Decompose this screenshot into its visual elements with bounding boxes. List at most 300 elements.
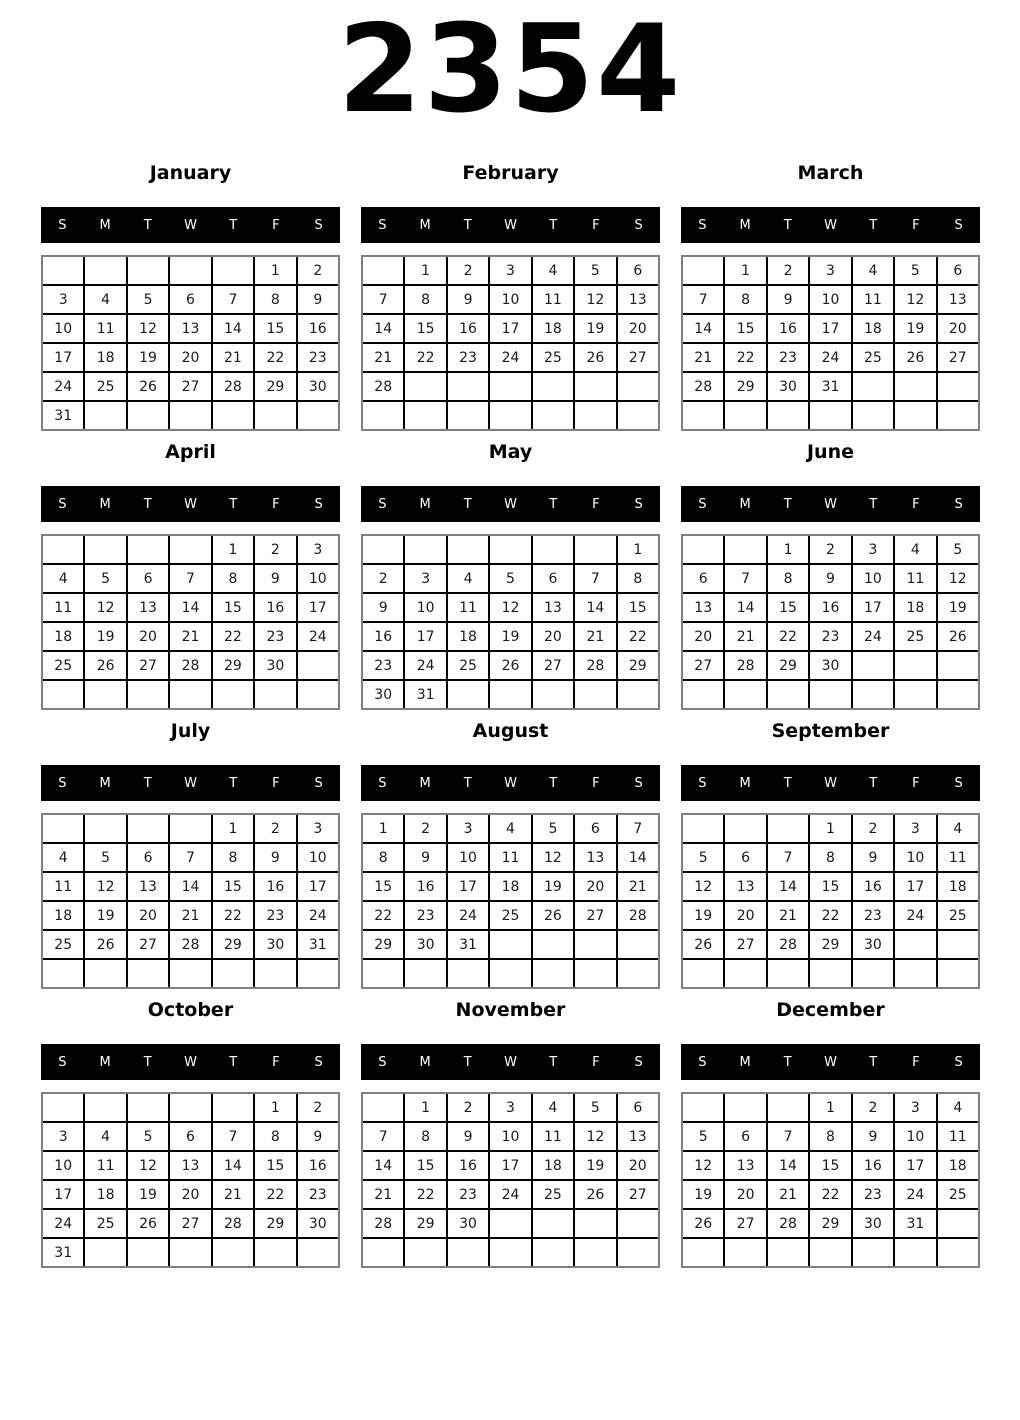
day-cell bbox=[448, 1123, 488, 1150]
day-cell bbox=[213, 815, 253, 842]
day-cell bbox=[725, 344, 765, 371]
day-number: 25 bbox=[948, 907, 967, 924]
empty-day-cell bbox=[938, 652, 978, 679]
day-number: 6 bbox=[741, 849, 751, 866]
day-cell bbox=[575, 1123, 615, 1150]
empty-day-cell bbox=[853, 402, 893, 429]
weekday-label: W bbox=[504, 775, 517, 791]
day-number: 12 bbox=[948, 570, 967, 587]
day-cell bbox=[938, 902, 978, 929]
weekday-label: M bbox=[739, 496, 751, 512]
day-number: 7 bbox=[590, 570, 600, 587]
day-number: 11 bbox=[906, 570, 925, 587]
day-cell bbox=[490, 623, 530, 650]
day-number: 20 bbox=[628, 320, 647, 337]
day-number: 3 bbox=[58, 291, 68, 308]
weekday-label: S bbox=[954, 1054, 963, 1070]
day-cell bbox=[575, 565, 615, 592]
month-block bbox=[361, 718, 660, 989]
day-number: 23 bbox=[864, 907, 882, 924]
day-cell bbox=[533, 652, 573, 679]
day-cell bbox=[725, 844, 765, 871]
day-number: 11 bbox=[501, 849, 520, 866]
day-cell bbox=[490, 652, 530, 679]
day-cell bbox=[683, 1152, 723, 1179]
weekday-header-row bbox=[41, 1044, 340, 1080]
empty-day-cell bbox=[575, 1210, 615, 1237]
day-cell bbox=[448, 315, 488, 342]
day-number: 6 bbox=[186, 1128, 195, 1145]
day-number: 5 bbox=[698, 849, 708, 866]
day-cell bbox=[683, 844, 723, 871]
day-number: 25 bbox=[96, 378, 115, 395]
day-number: 14 bbox=[694, 320, 713, 337]
day-cell bbox=[725, 902, 765, 929]
day-cell bbox=[533, 286, 573, 313]
day-number: 29 bbox=[224, 936, 242, 953]
empty-day-cell bbox=[683, 402, 723, 429]
day-cell bbox=[405, 257, 445, 284]
day-number: 11 bbox=[948, 849, 967, 866]
day-number: 27 bbox=[586, 907, 605, 924]
empty-day-cell bbox=[725, 815, 765, 842]
day-number: 4 bbox=[953, 1099, 963, 1116]
day-number: 28 bbox=[779, 1215, 797, 1232]
day-cell bbox=[575, 844, 615, 871]
day-number: 13 bbox=[544, 599, 562, 616]
day-number: 14 bbox=[374, 320, 393, 337]
day-number: 1 bbox=[228, 820, 238, 837]
day-number: 27 bbox=[736, 936, 755, 953]
day-cell bbox=[895, 815, 935, 842]
day-number: 12 bbox=[906, 291, 925, 308]
day-cell bbox=[895, 623, 935, 650]
day-number: 7 bbox=[186, 570, 195, 587]
day-cell bbox=[768, 623, 808, 650]
day-cell bbox=[810, 931, 850, 958]
empty-day-cell bbox=[725, 536, 765, 563]
day-number: 3 bbox=[421, 570, 431, 587]
day-number: 11 bbox=[864, 291, 882, 308]
day-cell bbox=[213, 902, 253, 929]
day-number: 9 bbox=[463, 1128, 473, 1145]
weekday-label: M bbox=[739, 775, 751, 791]
day-number: 8 bbox=[826, 849, 835, 866]
day-number: 17 bbox=[906, 1157, 925, 1174]
day-cell bbox=[170, 1152, 210, 1179]
day-number: 22 bbox=[224, 628, 242, 645]
weekday-label: S bbox=[314, 775, 323, 791]
weekday-label: S bbox=[698, 775, 707, 791]
day-cell bbox=[768, 1152, 808, 1179]
day-cell bbox=[618, 844, 658, 871]
empty-day-cell bbox=[490, 536, 530, 563]
day-number: 21 bbox=[374, 349, 393, 366]
empty-day-cell bbox=[298, 402, 338, 429]
weekday-label: M bbox=[419, 496, 431, 512]
empty-day-cell bbox=[683, 681, 723, 708]
day-cell bbox=[363, 1123, 403, 1150]
empty-day-cell bbox=[85, 1239, 125, 1266]
weekday-label: W bbox=[184, 775, 197, 791]
empty-day-cell bbox=[170, 402, 210, 429]
day-number: 25 bbox=[864, 349, 882, 366]
weekday-label: S bbox=[58, 496, 67, 512]
day-cell bbox=[448, 344, 488, 371]
day-number: 30 bbox=[374, 686, 393, 703]
weekday-label: S bbox=[378, 496, 387, 512]
day-number: 5 bbox=[590, 1099, 600, 1116]
month-block bbox=[681, 439, 980, 710]
month-title: May bbox=[488, 441, 533, 463]
day-number: 1 bbox=[270, 1099, 280, 1116]
day-number: 23 bbox=[459, 1186, 477, 1203]
day-cell bbox=[683, 344, 723, 371]
day-number: 15 bbox=[224, 599, 242, 616]
day-cell bbox=[490, 286, 530, 313]
day-number: 8 bbox=[270, 1128, 280, 1145]
day-cell bbox=[448, 565, 488, 592]
day-number: 21 bbox=[374, 1186, 393, 1203]
day-cell bbox=[170, 373, 210, 400]
month-title: September bbox=[771, 720, 890, 742]
day-number: 24 bbox=[416, 657, 435, 674]
day-cell bbox=[43, 1152, 83, 1179]
empty-day-cell bbox=[853, 681, 893, 708]
day-number: 14 bbox=[779, 1157, 797, 1174]
day-cell bbox=[363, 286, 403, 313]
weekday-label: T bbox=[463, 1054, 472, 1070]
day-number: 20 bbox=[628, 1157, 647, 1174]
empty-day-cell bbox=[170, 1239, 210, 1266]
day-cell bbox=[43, 652, 83, 679]
day-number: 13 bbox=[586, 849, 605, 866]
day-cell bbox=[298, 815, 338, 842]
day-cell bbox=[405, 1152, 445, 1179]
empty-day-cell bbox=[298, 1239, 338, 1266]
day-cell bbox=[618, 1152, 658, 1179]
day-cell bbox=[43, 594, 83, 621]
day-cell bbox=[213, 931, 253, 958]
day-cell bbox=[298, 1210, 338, 1237]
empty-day-cell bbox=[128, 1094, 168, 1121]
day-number: 14 bbox=[374, 1157, 393, 1174]
day-cell bbox=[575, 315, 615, 342]
weekday-label: S bbox=[314, 1054, 323, 1070]
day-number: 19 bbox=[139, 1186, 157, 1203]
day-number: 16 bbox=[374, 628, 393, 645]
day-number: 22 bbox=[416, 1186, 435, 1203]
day-cell bbox=[938, 815, 978, 842]
day-cell bbox=[895, 565, 935, 592]
day-number: 24 bbox=[906, 1186, 925, 1203]
day-cell bbox=[853, 873, 893, 900]
day-number: 8 bbox=[826, 1128, 835, 1145]
day-cell bbox=[43, 844, 83, 871]
day-cell bbox=[490, 815, 530, 842]
day-cell bbox=[255, 1152, 295, 1179]
day-number: 28 bbox=[694, 378, 713, 395]
empty-day-cell bbox=[128, 960, 168, 987]
day-number: 28 bbox=[736, 657, 755, 674]
empty-day-cell bbox=[490, 402, 530, 429]
empty-day-cell bbox=[170, 536, 210, 563]
day-number: 21 bbox=[736, 628, 755, 645]
empty-day-cell bbox=[298, 652, 338, 679]
day-cell bbox=[363, 873, 403, 900]
day-number: 22 bbox=[821, 907, 840, 924]
day-cell bbox=[85, 1210, 125, 1237]
day-number: 17 bbox=[821, 320, 840, 337]
day-cell bbox=[533, 594, 573, 621]
day-number: 27 bbox=[544, 657, 562, 674]
day-number: 23 bbox=[374, 657, 393, 674]
day-number: 24 bbox=[864, 628, 882, 645]
day-number: 1 bbox=[421, 1099, 431, 1116]
day-number: 7 bbox=[698, 291, 708, 308]
day-cell bbox=[85, 344, 125, 371]
day-cell bbox=[810, 286, 850, 313]
weekday-header-row bbox=[41, 207, 340, 243]
day-cell bbox=[255, 1094, 295, 1121]
day-cell bbox=[768, 873, 808, 900]
empty-day-cell bbox=[853, 652, 893, 679]
day-number: 21 bbox=[224, 349, 242, 366]
empty-day-cell bbox=[363, 402, 403, 429]
weekday-label: S bbox=[314, 496, 323, 512]
empty-day-cell bbox=[128, 257, 168, 284]
day-number: 7 bbox=[186, 849, 195, 866]
day-number: 1 bbox=[783, 541, 793, 558]
weekday-label: S bbox=[634, 775, 643, 791]
day-cell bbox=[255, 623, 295, 650]
day-number: 11 bbox=[96, 1157, 115, 1174]
empty-day-cell bbox=[810, 960, 850, 987]
day-cell bbox=[853, 286, 893, 313]
day-cell bbox=[810, 536, 850, 563]
day-number: 10 bbox=[459, 849, 477, 866]
day-number: 20 bbox=[139, 907, 157, 924]
empty-day-cell bbox=[575, 931, 615, 958]
day-number: 26 bbox=[544, 907, 562, 924]
day-number: 26 bbox=[96, 936, 115, 953]
day-cell bbox=[255, 1210, 295, 1237]
day-number: 1 bbox=[270, 262, 280, 279]
day-number: 12 bbox=[544, 849, 562, 866]
day-cell bbox=[725, 1123, 765, 1150]
weekday-label: S bbox=[634, 1054, 643, 1070]
day-cell bbox=[768, 344, 808, 371]
day-number: 10 bbox=[906, 849, 925, 866]
day-cell bbox=[363, 931, 403, 958]
day-number: 19 bbox=[906, 320, 925, 337]
day-cell bbox=[128, 902, 168, 929]
empty-day-cell bbox=[170, 815, 210, 842]
weekday-label: M bbox=[739, 1054, 751, 1070]
day-cell bbox=[363, 1152, 403, 1179]
day-number: 13 bbox=[139, 599, 157, 616]
empty-day-cell bbox=[725, 1239, 765, 1266]
day-cell bbox=[85, 286, 125, 313]
day-number: 15 bbox=[266, 1157, 285, 1174]
day-cell bbox=[255, 373, 295, 400]
day-cell bbox=[810, 844, 850, 871]
day-number: 21 bbox=[224, 1186, 242, 1203]
empty-day-cell bbox=[43, 681, 83, 708]
day-cell bbox=[853, 257, 893, 284]
day-cell bbox=[725, 931, 765, 958]
day-cell bbox=[938, 1152, 978, 1179]
day-number: 23 bbox=[266, 907, 285, 924]
empty-day-cell bbox=[213, 402, 253, 429]
empty-day-cell bbox=[533, 536, 573, 563]
weekday-label: F bbox=[592, 496, 600, 512]
day-number: 21 bbox=[628, 878, 647, 895]
day-cell bbox=[128, 1123, 168, 1150]
empty-day-cell bbox=[938, 402, 978, 429]
day-cell bbox=[895, 1123, 935, 1150]
day-number: 24 bbox=[308, 628, 327, 645]
day-cell bbox=[128, 373, 168, 400]
day-cell bbox=[43, 344, 83, 371]
day-cell bbox=[938, 315, 978, 342]
day-number: 20 bbox=[586, 878, 605, 895]
day-number: 6 bbox=[698, 570, 708, 587]
empty-day-cell bbox=[363, 1239, 403, 1266]
day-number: 5 bbox=[101, 849, 111, 866]
day-cell bbox=[533, 344, 573, 371]
weekday-label: M bbox=[419, 217, 431, 233]
day-number: 24 bbox=[906, 907, 925, 924]
day-number: 12 bbox=[139, 1157, 157, 1174]
day-cell bbox=[170, 286, 210, 313]
day-cell bbox=[853, 315, 893, 342]
day-number: 27 bbox=[628, 1186, 647, 1203]
day-cell bbox=[363, 815, 403, 842]
day-number: 30 bbox=[266, 657, 285, 674]
day-cell bbox=[128, 565, 168, 592]
day-cell bbox=[810, 1152, 850, 1179]
day-cell bbox=[170, 1181, 210, 1208]
day-cell bbox=[490, 1152, 530, 1179]
day-number: 6 bbox=[633, 262, 643, 279]
day-cell bbox=[85, 373, 125, 400]
empty-day-cell bbox=[768, 402, 808, 429]
weekday-label: W bbox=[504, 217, 517, 233]
month-block bbox=[361, 160, 660, 431]
day-number: 30 bbox=[821, 657, 840, 674]
day-cell bbox=[405, 1094, 445, 1121]
empty-day-cell bbox=[128, 815, 168, 842]
empty-day-cell bbox=[255, 402, 295, 429]
day-cell bbox=[363, 844, 403, 871]
empty-day-cell bbox=[575, 402, 615, 429]
day-number: 13 bbox=[628, 1128, 647, 1145]
day-number: 29 bbox=[374, 936, 393, 953]
weekday-label: T bbox=[869, 217, 878, 233]
day-cell bbox=[490, 257, 530, 284]
day-cell bbox=[448, 286, 488, 313]
day-number: 26 bbox=[694, 936, 713, 953]
day-cell bbox=[213, 1123, 253, 1150]
day-number: 10 bbox=[864, 570, 882, 587]
day-cell bbox=[810, 623, 850, 650]
empty-day-cell bbox=[725, 402, 765, 429]
empty-day-cell bbox=[683, 1239, 723, 1266]
day-number: 19 bbox=[948, 599, 967, 616]
day-number: 2 bbox=[421, 820, 431, 837]
empty-day-cell bbox=[853, 373, 893, 400]
day-cell bbox=[895, 1210, 935, 1237]
day-number: 28 bbox=[374, 1215, 393, 1232]
day-cell bbox=[725, 315, 765, 342]
weekday-label: T bbox=[783, 217, 792, 233]
day-number: 16 bbox=[308, 320, 327, 337]
empty-day-cell bbox=[575, 1239, 615, 1266]
weekday-label: T bbox=[869, 496, 878, 512]
month-day-grid bbox=[681, 255, 980, 431]
day-cell bbox=[255, 286, 295, 313]
day-cell bbox=[255, 315, 295, 342]
day-number: 21 bbox=[694, 349, 713, 366]
month-block bbox=[361, 439, 660, 710]
weekday-label: T bbox=[143, 217, 152, 233]
day-cell bbox=[448, 1152, 488, 1179]
day-number: 18 bbox=[948, 1157, 967, 1174]
day-number: 16 bbox=[308, 1157, 327, 1174]
day-cell bbox=[575, 594, 615, 621]
empty-day-cell bbox=[85, 681, 125, 708]
day-number: 17 bbox=[501, 1157, 520, 1174]
empty-day-cell bbox=[448, 960, 488, 987]
day-number: 23 bbox=[779, 349, 797, 366]
weekday-header-row bbox=[41, 765, 340, 801]
day-number: 2 bbox=[826, 541, 835, 558]
day-cell bbox=[938, 344, 978, 371]
day-cell bbox=[533, 1181, 573, 1208]
day-cell bbox=[810, 652, 850, 679]
day-number: 11 bbox=[54, 878, 73, 895]
day-number: 28 bbox=[374, 378, 393, 395]
empty-day-cell bbox=[490, 1210, 530, 1237]
day-cell bbox=[810, 594, 850, 621]
month-block bbox=[681, 718, 980, 989]
day-cell bbox=[43, 1181, 83, 1208]
day-number: 9 bbox=[270, 849, 280, 866]
day-number: 30 bbox=[416, 936, 435, 953]
empty-day-cell bbox=[575, 373, 615, 400]
day-number: 28 bbox=[779, 936, 797, 953]
day-cell bbox=[363, 623, 403, 650]
day-cell bbox=[533, 902, 573, 929]
day-cell bbox=[448, 623, 488, 650]
day-number: 22 bbox=[374, 907, 393, 924]
day-cell bbox=[490, 315, 530, 342]
day-number: 1 bbox=[378, 820, 388, 837]
day-cell bbox=[85, 315, 125, 342]
day-number: 20 bbox=[139, 628, 157, 645]
day-number: 18 bbox=[864, 320, 882, 337]
empty-day-cell bbox=[405, 960, 445, 987]
weekday-label: T bbox=[463, 496, 472, 512]
day-number: 16 bbox=[266, 599, 285, 616]
weekday-label: T bbox=[549, 217, 558, 233]
day-cell bbox=[768, 373, 808, 400]
day-number: 9 bbox=[868, 1128, 878, 1145]
day-number: 15 bbox=[779, 599, 797, 616]
empty-day-cell bbox=[448, 402, 488, 429]
day-cell bbox=[725, 873, 765, 900]
